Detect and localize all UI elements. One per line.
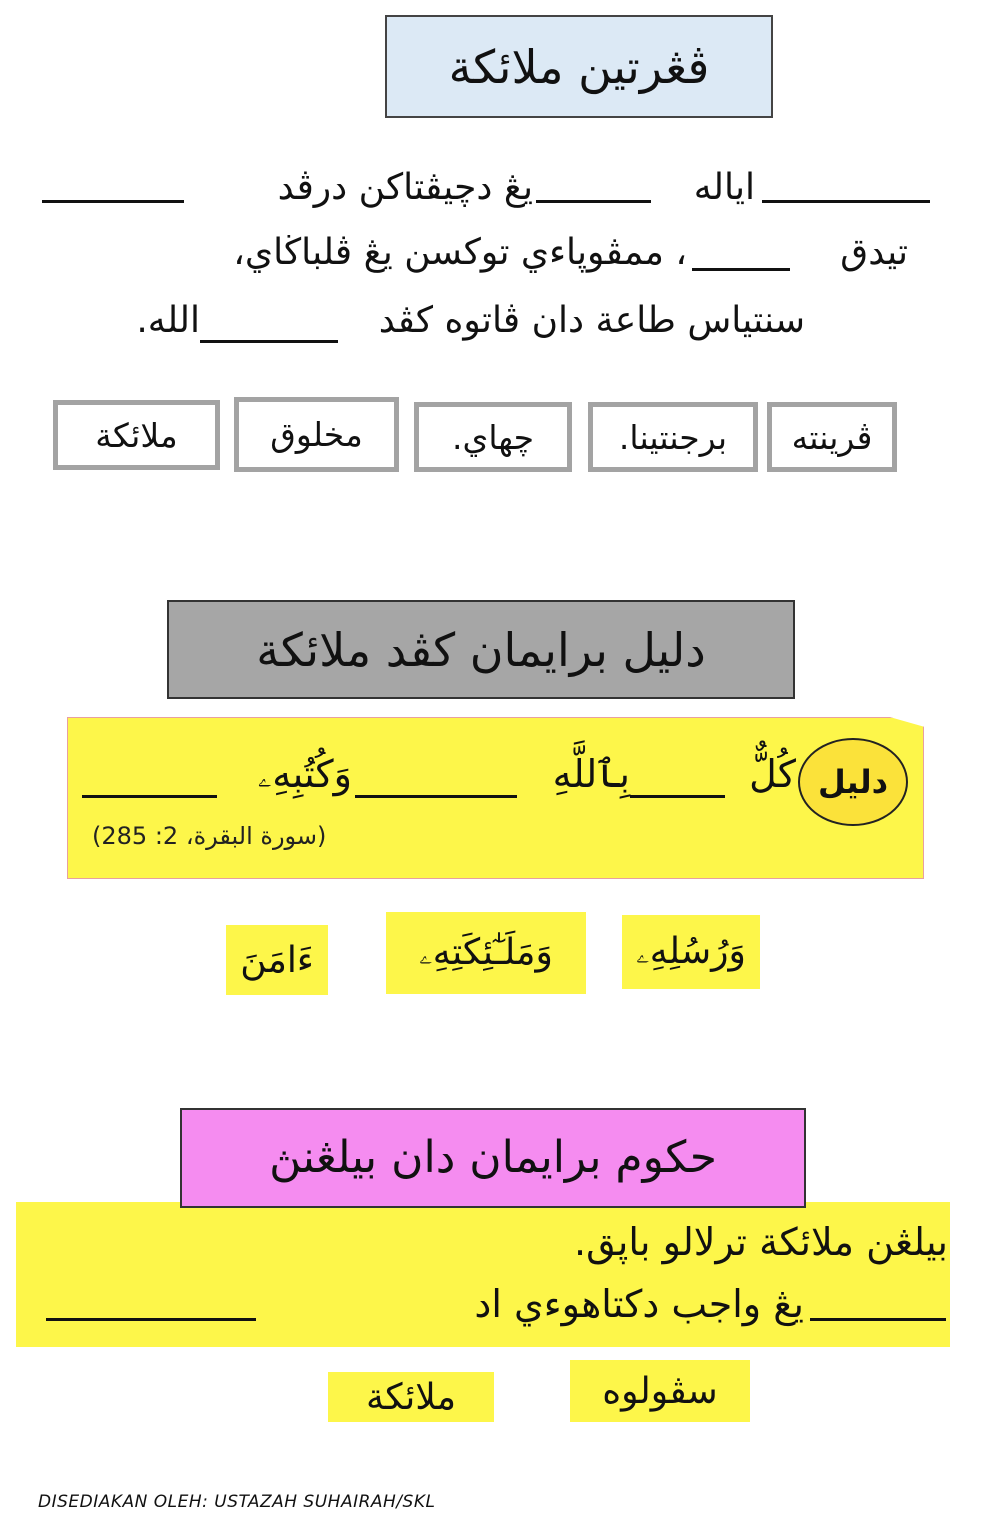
ayat-word-billah: بِٱللَّهِ — [552, 752, 630, 796]
word-chip-label: مخلوق — [270, 415, 363, 454]
ayat-chip-label: ءَامَنَ — [240, 939, 314, 981]
word-chip-makhluk[interactable] — [234, 397, 399, 472]
sentence1-word-ayalah: اياله — [693, 167, 755, 208]
section3-title: حكوم برايمان دان بيلڠنڽ — [269, 1132, 717, 1183]
hukum-chip-sepuluh[interactable] — [570, 1360, 750, 1422]
blank-2[interactable] — [536, 200, 651, 203]
dalil-badge — [798, 738, 908, 826]
footer-credit: DISEDIAKAN OLEH: USTAZAH SUHAIRAH/SKL — [38, 1492, 436, 1512]
hukum-blank-2[interactable] — [46, 1318, 256, 1321]
sentence2-rest: ، ممڤوڽاءي توكسن يڠ ڤلباڬاي، — [233, 232, 687, 273]
dalil-blank-2[interactable] — [355, 795, 517, 798]
section2-title: دليل برايمان كڤد ملائكة — [256, 622, 706, 677]
hukum-blank-1[interactable] — [810, 1318, 946, 1321]
ayat-word-kutubihi: وَكُتُبِهِۦ — [257, 752, 352, 796]
ayat-chip-warusulihi[interactable] — [622, 915, 760, 989]
dalil-blank-3[interactable] — [82, 795, 217, 798]
word-chip-cahaya[interactable] — [414, 402, 572, 472]
word-chip-label: ملائكة — [95, 415, 178, 455]
section3-title-box — [180, 1108, 806, 1208]
hukum-chip-malaikat[interactable] — [328, 1372, 494, 1422]
ayat-chip-label: وَرُسُلِهِۦ — [636, 931, 746, 972]
word-chip-malaikat[interactable] — [53, 400, 220, 470]
word-chip-label: برجنتينا. — [618, 417, 728, 457]
surah-reference: (سورة البقرة، 2: 285) — [92, 822, 327, 850]
ayat-chip-amana[interactable] — [226, 925, 328, 995]
blank-3[interactable] — [42, 200, 184, 203]
blank-1[interactable] — [762, 200, 930, 203]
dalil-badge-label: دليل — [817, 763, 889, 801]
blank-5[interactable] — [200, 340, 338, 343]
section2-title-box — [167, 600, 795, 699]
blank-4[interactable] — [692, 268, 790, 271]
hukum-chip-label: ملائكة — [366, 1376, 456, 1418]
word-chip-label: چهاي. — [452, 417, 534, 457]
section1-title-box — [385, 15, 773, 118]
hukum-line-1: بيلڠن ملائكة ترلالو باڽق. — [573, 1220, 948, 1264]
sentence1-rest: يڠ دچيڤتاكن درڤد — [277, 167, 533, 208]
ayat-chip-wamalaikatihi[interactable] — [386, 912, 586, 994]
dalil-blank-1[interactable] — [630, 795, 725, 798]
word-chip-berjantina[interactable] — [588, 402, 758, 472]
word-chip-perintah[interactable] — [767, 402, 897, 472]
hukum-line-2: يڠ واجب دكتاهوءي اد — [474, 1282, 804, 1326]
sentence2-word-tidak: تيدق — [840, 232, 908, 273]
ayat-word-kul: كُلٌّ — [749, 752, 796, 796]
sentence3-text: سنتياس طاعة دان ڤاتوه كڤد — [378, 300, 805, 341]
ayat-chip-label: وَمَلَـٰٓئِكَتِهِۦ — [419, 932, 553, 973]
hukum-chip-label: سڤولوه — [602, 1370, 718, 1412]
sentence3-allah: الله. — [136, 300, 200, 341]
section1-title: ڤڠرتين ملائكة — [448, 39, 710, 94]
word-chip-label: ڤرينته — [791, 417, 873, 457]
